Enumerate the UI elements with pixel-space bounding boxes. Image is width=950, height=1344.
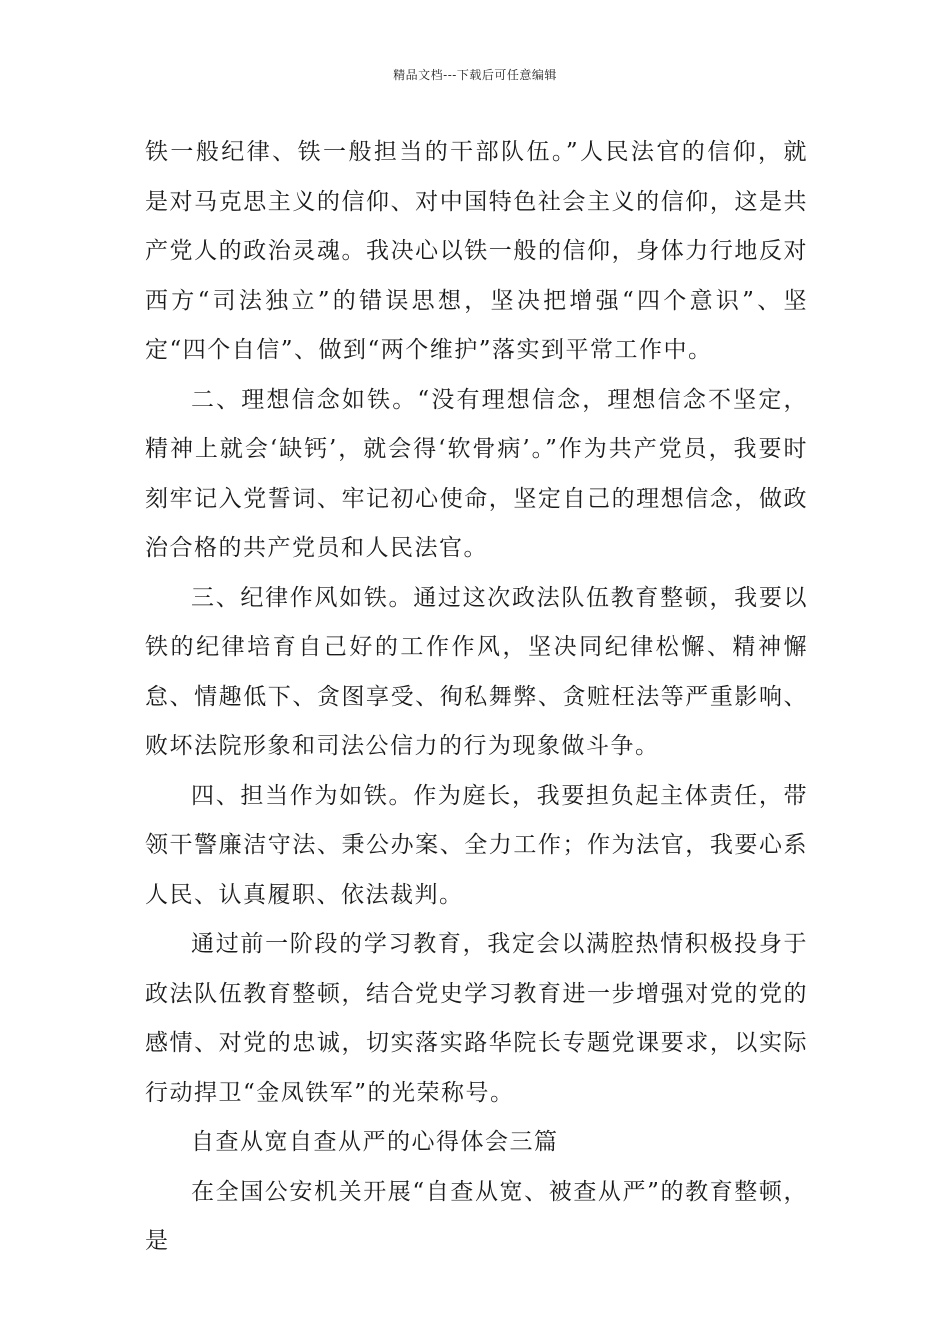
paragraph-section-two: 二、理想信念如铁。“没有理想信念，理想信念不坚定，精神上就会‘缺钙’，就会得‘软骨病’。”作为共产党员，我要时刻牢记入党誓词、牢记初心使命，坚定自己的理想信念，做政治合格的共产党员和人民法官。 [145,386,808,561]
paragraph-section-four: 四、担当作为如铁。作为庭长，我要担负起主体责任，带领干警廉洁守法、秉公办案、全力工作；作为法官，我要心系人民、认真履职、依法裁判。 [145,782,808,908]
paragraph-conclusion: 通过前一阶段的学习教育，我定会以满腔热情积极投身于政法队伍教育整顿，结合党史学习教育进一步增强对党的党的感情、对党的忠诚，切实落实路华院长专题党课要求，以实际行动捍卫“金凤铁军”的光荣称号。 [145,931,808,1106]
document-body [145,128,808,1267]
paragraph-new-section-start: 在全国公安机关开展“自查从宽、被查从严”的教育整顿，是 [145,1178,808,1254]
page-header: 精品文档---下载后可任意编辑 [393,68,557,82]
section-title: 自查从宽自查从严的心得体会三篇 [191,1129,559,1155]
paragraph-section-three: 三、纪律作风如铁。通过这次政法队伍教育整顿，我要以铁的纪律培育自己好的工作作风，坚决同纪律松懈、精神懈怠、情趣低下、贪图享受、徇私舞弊、贪赃枉法等严重影响、败坏法院形象和司法公信力的行为现象做斗争。 [145,584,808,759]
paragraph-continuation: 铁一般纪律、铁一般担当的干部队伍。”人民法官的信仰，就是对马克思主义的信仰、对中国特色社会主义的信仰，这是共产党人的政治灵魂。我决心以铁一般的信仰，身体力行地反对西方“司法独立”的错误思想，坚决把增强“四个意识”、坚定“四个自信”、做到“两个维护”落实到平常工作中。 [145,139,808,363]
